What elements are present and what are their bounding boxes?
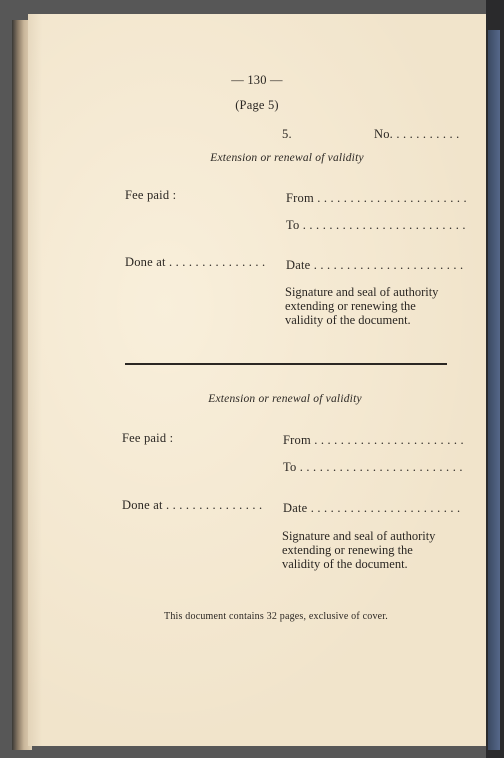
date-field: Date . . . . . . . . . . . . . . . . . . . . . . . xyxy=(283,501,461,515)
form-number: 5. xyxy=(282,127,292,141)
section-heading: Extension or renewal of validity xyxy=(208,393,362,405)
done-at-field: Done at . . . . . . . . . . . . . . . xyxy=(122,498,263,512)
scan-color-bar xyxy=(488,30,500,750)
signature-block: Signature and seal of authority extending or renewing the validity of the document. xyxy=(282,529,436,571)
signature-block: Signature and seal of authority extending or renewing the validity of the document. xyxy=(285,285,439,327)
section-divider xyxy=(125,363,447,365)
done-at-field: Done at . . . . . . . . . . . . . . . xyxy=(125,255,266,269)
to-field: To . . . . . . . . . . . . . . . . . . . . . . . . . xyxy=(283,460,463,474)
page-subtitle: (Page 5) xyxy=(235,98,279,112)
document-number-field: No. . . . . . . . . . . xyxy=(374,127,460,141)
document-page xyxy=(28,14,486,746)
fee-paid-label: Fee paid : xyxy=(125,188,177,202)
date-field: Date . . . . . . . . . . . . . . . . . . . . . . . xyxy=(286,258,464,272)
to-field: To . . . . . . . . . . . . . . . . . . . . . . . . . xyxy=(286,218,466,232)
section-heading: Extension or renewal of validity xyxy=(210,152,364,164)
footer-note: This document contains 32 pages, exclusive of cover. xyxy=(164,611,388,622)
from-field: From . . . . . . . . . . . . . . . . . . . . . . . xyxy=(283,433,464,447)
scan-border-strip xyxy=(486,0,504,758)
from-field: From . . . . . . . . . . . . . . . . . . . . . . . xyxy=(286,191,467,205)
page-number: — 130 — xyxy=(231,73,283,87)
fee-paid-label: Fee paid : xyxy=(122,431,174,445)
